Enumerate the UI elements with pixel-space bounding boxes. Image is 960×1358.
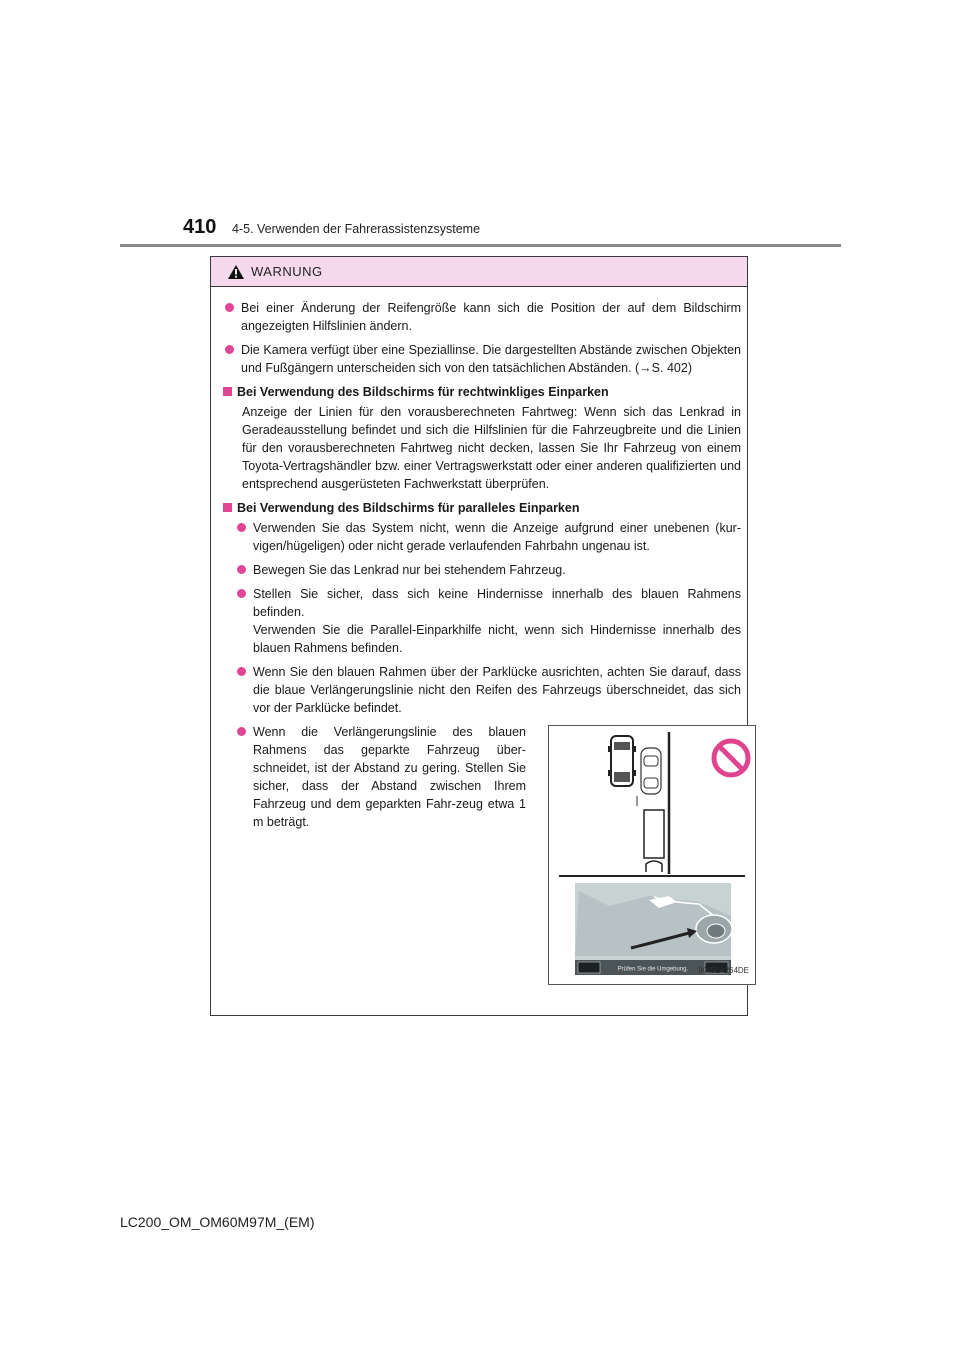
bullet-text-extra: Verwenden Sie die Parallel-Einparkhilfe nicht, wenn sich Hindernisse innerhalb des blauen Rahmens befinden.	[253, 623, 741, 655]
list-item	[235, 585, 741, 657]
screen-message: Prüfen Sie die Umgebung.	[617, 966, 689, 973]
bullet-text: Die Kamera verfügt über eine Speziallinse. Die dargestellten Abstände zwischen Objekten und Fußgängern unterscheiden sich von den tatsächlichen Abständen. (→S. 402)	[241, 343, 741, 375]
bullet-dot-icon	[237, 589, 246, 598]
bullet-text: Verwenden Sie das System nicht, wenn die Anzeige aufgrund einer unebenen (kur-vigen/hügeligen) oder nicht gerade verlaufenden Fahrbahn ungenau ist.	[253, 521, 741, 553]
bullet-text: Bewegen Sie das Lenkrad nur bei stehendem Fahrzeug.	[253, 563, 566, 577]
list-item	[235, 663, 741, 717]
header-rule	[120, 244, 841, 247]
section-heading	[223, 383, 741, 401]
list-item	[235, 561, 741, 579]
figure-row	[235, 723, 749, 993]
section-heading	[223, 499, 741, 517]
bullet-dot-icon	[237, 727, 246, 736]
warning-content	[211, 287, 747, 1015]
warning-header	[211, 257, 747, 287]
parking-illustration	[548, 725, 756, 985]
warning-box	[210, 256, 748, 1016]
list-item	[223, 341, 741, 377]
bullet-text: Stellen Sie sicher, dass sich keine Hindernisse innerhalb des blauen Rahmens befinden.	[253, 587, 741, 619]
section2-list	[223, 519, 749, 993]
bullet-dot-icon	[225, 345, 234, 354]
bullet-text: Wenn die Verlängerungslinie des blauen Rahmens das geparkte Fahrzeug über-schneidet, ist der Abstand zu gering. Stellen Sie sicher, dass der Abstand zwischen Ihrem Fahrzeug und dem geparkten Fahr-zeug etwa 1 m beträgt.	[253, 725, 526, 829]
page-number: 410	[183, 216, 217, 238]
bullet-dot-icon	[237, 667, 246, 676]
warning-title: WARNUNG	[251, 264, 323, 279]
bullet-dot-icon	[237, 523, 246, 532]
section-title: 4-5. Verwenden der Fahrerassistenzsysteme	[232, 222, 481, 236]
section-heading-text: Bei Verwendung des Bildschirms für paralleles Einparken	[237, 501, 580, 515]
bullet-dot-icon	[225, 303, 234, 312]
section-paragraph: Anzeige der Linien für den vorausberechneten Fahrtweg: Wenn sich das Lenkrad in Geradeausstellung befindet und sich die Hilfslinien für die Fahrzeugbreite und die Linien für den vorausberechneten Fahrtweg nicht decken, lassen Sie Ihr Fahrzeug von einem Toyota-Vertragshändler bzw. einer Vertragswerkstatt oder einer anderen qualifizierten und entsprechend ausgerüsteten Fachwerkstatt überprüfen.	[242, 405, 741, 491]
parking-diagram-image	[549, 726, 755, 984]
bullet-text: Bei einer Änderung der Reifengröße kann sich die Position der auf dem Bildschirm angezeigten Hilfslinien ändern.	[241, 301, 741, 333]
list-item	[235, 723, 526, 831]
bullet-dot-icon	[237, 565, 246, 574]
list-item	[235, 519, 741, 555]
section-heading-text: Bei Verwendung des Bildschirms für rechtwinkliges Einparken	[237, 385, 609, 399]
figure-code: IK45LA264DE	[698, 966, 749, 975]
own-car-icon	[608, 736, 636, 786]
parked-car-icon	[641, 748, 661, 794]
bullet-text: Wenn Sie den blauen Rahmen über der Parklücke ausrichten, achten Sie darauf, dass die blaue Verlängerungslinie nicht den Reifen des Fahrzeugs überschneidet, das sich vor der Parklücke befindet.	[253, 665, 741, 715]
square-bullet-icon	[223, 387, 232, 396]
list-item	[223, 299, 741, 335]
prohibit-icon	[714, 741, 748, 775]
warning-triangle-icon	[227, 264, 245, 280]
document-code: LC200_OM_OM60M97M_(EM)	[120, 1214, 315, 1230]
square-bullet-icon	[223, 503, 232, 512]
